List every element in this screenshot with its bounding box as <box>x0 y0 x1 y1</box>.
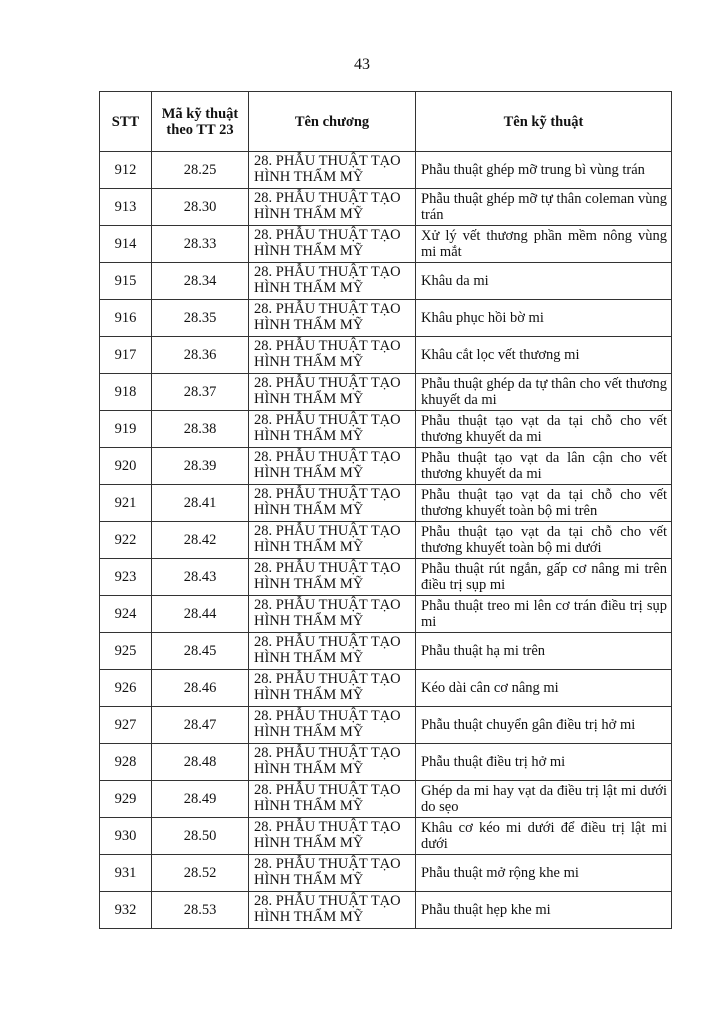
row-stt-cell: 919 <box>100 411 152 448</box>
row-technique-cell: Phẫu thuật điều trị hở mi <box>416 744 672 781</box>
row-chapter-cell: 28. PHẪU THUẬT TẠO HÌNH THẨM MỸ <box>249 559 416 596</box>
row-technique-cell: Phẫu thuật tạo vạt da tại chỗ cho vết thương khuyết da mi <box>416 411 672 448</box>
table-row <box>100 226 672 263</box>
row-chapter-cell: 28. PHẪU THUẬT TẠO HÌNH THẨM MỸ <box>249 633 416 670</box>
row-technique-cell: Khâu cơ kéo mi dưới để điều trị lật mi dưới <box>416 818 672 855</box>
row-code-cell: 28.38 <box>152 411 249 448</box>
row-stt-cell: 932 <box>100 892 152 929</box>
row-chapter-cell: 28. PHẪU THUẬT TẠO HÌNH THẨM MỸ <box>249 337 416 374</box>
header-stt: STT <box>100 92 152 152</box>
row-chapter-cell: 28. PHẪU THUẬT TẠO HÌNH THẨM MỸ <box>249 781 416 818</box>
row-chapter-cell: 28. PHẪU THUẬT TẠO HÌNH THẨM MỸ <box>249 226 416 263</box>
row-chapter-cell: 28. PHẪU THUẬT TẠO HÌNH THẨM MỸ <box>249 707 416 744</box>
row-technique-cell: Phẫu thuật ghép mỡ trung bì vùng trán <box>416 152 672 189</box>
row-chapter-cell: 28. PHẪU THUẬT TẠO HÌNH THẨM MỸ <box>249 411 416 448</box>
table-row <box>100 559 672 596</box>
table-row <box>100 744 672 781</box>
row-chapter-cell: 28. PHẪU THUẬT TẠO HÌNH THẨM MỸ <box>249 522 416 559</box>
row-chapter-cell: 28. PHẪU THUẬT TẠO HÌNH THẨM MỸ <box>249 300 416 337</box>
row-code-cell: 28.48 <box>152 744 249 781</box>
table-row <box>100 633 672 670</box>
row-technique-cell: Phẫu thuật tạo vạt da tại chỗ cho vết thương khuyết toàn bộ mi dưới <box>416 522 672 559</box>
technique-table <box>99 91 672 929</box>
row-code-cell: 28.46 <box>152 670 249 707</box>
table-header-row <box>100 92 672 152</box>
row-code-cell: 28.25 <box>152 152 249 189</box>
table-row <box>100 818 672 855</box>
table-row <box>100 596 672 633</box>
row-technique-cell: Kéo dài cân cơ nâng mi <box>416 670 672 707</box>
page-number: 43 <box>354 56 370 73</box>
table-row <box>100 337 672 374</box>
row-code-cell: 28.52 <box>152 855 249 892</box>
row-stt-cell: 921 <box>100 485 152 522</box>
row-stt-cell: 926 <box>100 670 152 707</box>
row-technique-cell: Phẫu thuật chuyển gân điều trị hở mi <box>416 707 672 744</box>
row-stt-cell: 925 <box>100 633 152 670</box>
row-technique-cell: Phẫu thuật tạo vạt da lân cận cho vết thương khuyết da mi <box>416 448 672 485</box>
row-code-cell: 28.53 <box>152 892 249 929</box>
header-code: Mã kỹ thuật theo TT 23 <box>152 92 249 152</box>
table-row <box>100 300 672 337</box>
row-stt-cell: 929 <box>100 781 152 818</box>
row-stt-cell: 913 <box>100 189 152 226</box>
table-row <box>100 855 672 892</box>
row-code-cell: 28.47 <box>152 707 249 744</box>
row-stt-cell: 912 <box>100 152 152 189</box>
row-technique-cell: Phẫu thuật ghép mỡ tự thân coleman vùng trán <box>416 189 672 226</box>
row-technique-cell: Phẫu thuật tạo vạt da tại chỗ cho vết thương khuyết toàn bộ mi trên <box>416 485 672 522</box>
row-chapter-cell: 28. PHẪU THUẬT TẠO HÌNH THẨM MỸ <box>249 596 416 633</box>
row-stt-cell: 914 <box>100 226 152 263</box>
row-stt-cell: 917 <box>100 337 152 374</box>
row-chapter-cell: 28. PHẪU THUẬT TẠO HÌNH THẨM MỸ <box>249 152 416 189</box>
row-chapter-cell: 28. PHẪU THUẬT TẠO HÌNH THẨM MỸ <box>249 448 416 485</box>
row-stt-cell: 930 <box>100 818 152 855</box>
row-stt-cell: 931 <box>100 855 152 892</box>
row-code-cell: 28.33 <box>152 226 249 263</box>
table-row <box>100 522 672 559</box>
row-chapter-cell: 28. PHẪU THUẬT TẠO HÌNH THẨM MỸ <box>249 485 416 522</box>
row-technique-cell: Phẫu thuật hẹp khe mi <box>416 892 672 929</box>
row-chapter-cell: 28. PHẪU THUẬT TẠO HÌNH THẨM MỸ <box>249 670 416 707</box>
table-row <box>100 189 672 226</box>
row-code-cell: 28.44 <box>152 596 249 633</box>
row-stt-cell: 924 <box>100 596 152 633</box>
row-code-cell: 28.45 <box>152 633 249 670</box>
row-technique-cell: Phẫu thuật mở rộng khe mi <box>416 855 672 892</box>
row-technique-cell: Khâu da mi <box>416 263 672 300</box>
row-code-cell: 28.35 <box>152 300 249 337</box>
row-chapter-cell: 28. PHẪU THUẬT TẠO HÌNH THẨM MỸ <box>249 818 416 855</box>
row-chapter-cell: 28. PHẪU THUẬT TẠO HÌNH THẨM MỸ <box>249 374 416 411</box>
table-row <box>100 374 672 411</box>
row-code-cell: 28.50 <box>152 818 249 855</box>
row-chapter-cell: 28. PHẪU THUẬT TẠO HÌNH THẨM MỸ <box>249 744 416 781</box>
row-technique-cell: Khâu cắt lọc vết thương mi <box>416 337 672 374</box>
row-chapter-cell: 28. PHẪU THUẬT TẠO HÌNH THẨM MỸ <box>249 892 416 929</box>
row-technique-cell: Ghép da mi hay vạt da điều trị lật mi dưới do sẹo <box>416 781 672 818</box>
header-chapter: Tên chương <box>249 92 416 152</box>
table-row <box>100 152 672 189</box>
row-stt-cell: 920 <box>100 448 152 485</box>
row-stt-cell: 928 <box>100 744 152 781</box>
row-technique-cell: Phẫu thuật hạ mi trên <box>416 633 672 670</box>
row-stt-cell: 916 <box>100 300 152 337</box>
row-chapter-cell: 28. PHẪU THUẬT TẠO HÌNH THẨM MỸ <box>249 855 416 892</box>
row-technique-cell: Phẫu thuật treo mi lên cơ trán điều trị sụp mi <box>416 596 672 633</box>
row-code-cell: 28.36 <box>152 337 249 374</box>
row-code-cell: 28.39 <box>152 448 249 485</box>
table-row <box>100 448 672 485</box>
row-stt-cell: 922 <box>100 522 152 559</box>
row-code-cell: 28.34 <box>152 263 249 300</box>
table-row <box>100 411 672 448</box>
row-code-cell: 28.49 <box>152 781 249 818</box>
row-code-cell: 28.42 <box>152 522 249 559</box>
row-technique-cell: Khâu phục hồi bờ mi <box>416 300 672 337</box>
row-chapter-cell: 28. PHẪU THUẬT TẠO HÌNH THẨM MỸ <box>249 189 416 226</box>
table-row <box>100 707 672 744</box>
row-technique-cell: Phẫu thuật rút ngắn, gấp cơ nâng mi trên điều trị sụp mi <box>416 559 672 596</box>
table-row <box>100 263 672 300</box>
row-stt-cell: 923 <box>100 559 152 596</box>
row-code-cell: 28.43 <box>152 559 249 596</box>
row-code-cell: 28.41 <box>152 485 249 522</box>
header-technique: Tên kỹ thuật <box>416 92 672 152</box>
table-row <box>100 670 672 707</box>
row-stt-cell: 915 <box>100 263 152 300</box>
row-technique-cell: Xử lý vết thương phần mềm nông vùng mi mắt <box>416 226 672 263</box>
table-row <box>100 485 672 522</box>
table-body <box>100 152 672 929</box>
table-row <box>100 892 672 929</box>
row-code-cell: 28.30 <box>152 189 249 226</box>
row-chapter-cell: 28. PHẪU THUẬT TẠO HÌNH THẨM MỸ <box>249 263 416 300</box>
row-code-cell: 28.37 <box>152 374 249 411</box>
table-row <box>100 781 672 818</box>
row-stt-cell: 918 <box>100 374 152 411</box>
row-technique-cell: Phẫu thuật ghép da tự thân cho vết thương khuyết da mi <box>416 374 672 411</box>
row-stt-cell: 927 <box>100 707 152 744</box>
